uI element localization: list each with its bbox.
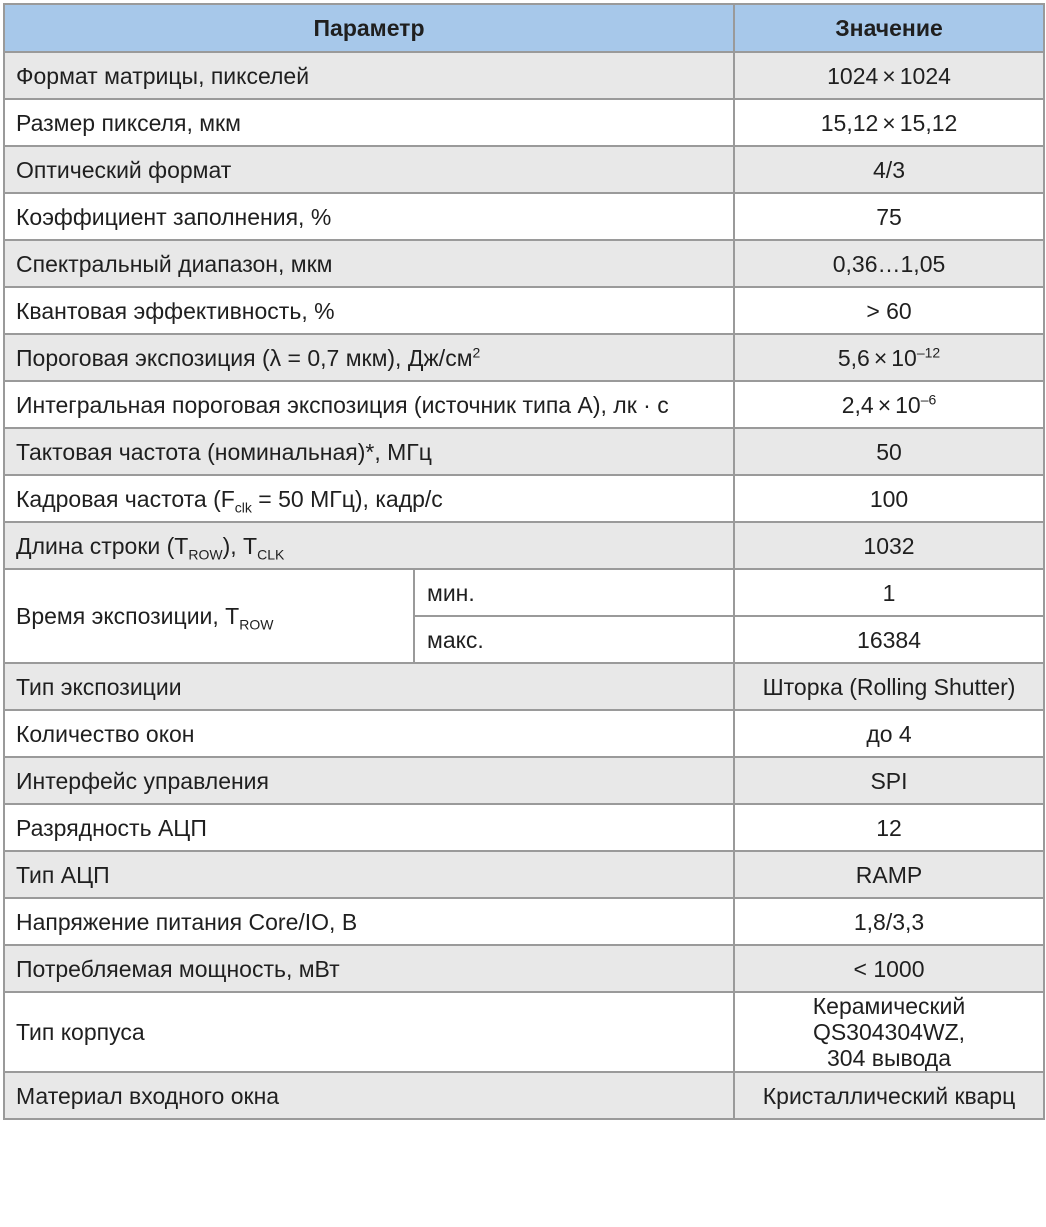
value-cell: 1024 × 1024 (734, 52, 1044, 99)
value-line: 304 вывода (827, 1045, 951, 1071)
header-param: Параметр (4, 4, 734, 52)
value-cell: 12 (734, 804, 1044, 851)
param-cell: Количество окон (4, 710, 734, 757)
table-row (4, 381, 1044, 428)
param-cell: Формат матрицы, пикселей (4, 52, 734, 99)
table-row (4, 475, 1044, 522)
value-cell: $5,6 \times 10^{-12}$ (734, 334, 1044, 381)
param-cell: Спектральный диапазон, мкм (4, 240, 734, 287)
table-row (4, 240, 1044, 287)
param-cell: Тип экспозиции (4, 663, 734, 710)
value-cell: до 4 (734, 710, 1044, 757)
value-cell: < 1000 (734, 945, 1044, 992)
value-cell: 15,12 × 15,12 (734, 99, 1044, 146)
value-cell (734, 992, 1044, 1072)
param-cell: Интегральная пороговая экспозиция (источник типа А), лк · с (4, 381, 734, 428)
value-line: Керамический (812, 993, 966, 1019)
value-cell: RAMP (734, 851, 1044, 898)
table-row (4, 193, 1044, 240)
table-row (4, 146, 1044, 193)
param-cell: Напряжение питания Core/IO, В (4, 898, 734, 945)
table-row (4, 522, 1044, 569)
value-cell: Кристаллический кварц (734, 1072, 1044, 1119)
min-label: мин. (414, 569, 734, 616)
param-cell: Потребляемая мощность, мВт (4, 945, 734, 992)
table-row (4, 428, 1044, 475)
table-row (4, 99, 1044, 146)
value-cell: 50 (734, 428, 1044, 475)
table-row (4, 945, 1044, 992)
param-cell: Пороговая экспозиция (λ = 0,7 мкм), $Дж/см^2$ (4, 334, 734, 381)
value-cell: > 60 (734, 287, 1044, 334)
param-cell: Тактовая частота (номинальная)*, МГц (4, 428, 734, 475)
value-cell: 100 (734, 475, 1044, 522)
param-cell-exposure-time: Время экспозиции, $T_{ROW}$ (4, 569, 414, 663)
table-header-row (4, 4, 1044, 52)
max-label: макс. (414, 616, 734, 663)
value-cell: Шторка (Rolling Shutter) (734, 663, 1044, 710)
value-cell: 75 (734, 193, 1044, 240)
spec-table (3, 3, 1045, 1120)
table-row (4, 569, 1044, 616)
table-row (4, 757, 1044, 804)
value-cell: $2,4 \times 10^{-6}$ (734, 381, 1044, 428)
table-row (4, 287, 1044, 334)
max-value: 16384 (734, 616, 1044, 663)
table-row (4, 1072, 1044, 1119)
param-cell: Кадровая частота ($F_{clk} = 50$ МГц), кадр/с (4, 475, 734, 522)
header-value: Значение (734, 4, 1044, 52)
param-cell: Оптический формат (4, 146, 734, 193)
value-line: QS304304WZ, (812, 1019, 966, 1045)
value-cell: 1,8/3,3 (734, 898, 1044, 945)
value-cell: 1032 (734, 522, 1044, 569)
table-row (4, 52, 1044, 99)
table-row (4, 851, 1044, 898)
value-cell: 4/3 (734, 146, 1044, 193)
value-cell: 0,36…1,05 (734, 240, 1044, 287)
table-row (4, 898, 1044, 945)
param-cell: Квантовая эффективность, % (4, 287, 734, 334)
param-cell: Длина строки $(T_{ROW})$, $T_{CLK}$ (4, 522, 734, 569)
table-row (4, 334, 1044, 381)
param-cell: Материал входного окна (4, 1072, 734, 1119)
min-value: 1 (734, 569, 1044, 616)
table-row (4, 992, 1044, 1072)
param-cell: Размер пикселя, мкм (4, 99, 734, 146)
table-row (4, 804, 1044, 851)
param-cell: Интерфейс управления (4, 757, 734, 804)
value-cell: SPI (734, 757, 1044, 804)
table-row (4, 710, 1044, 757)
table-row (4, 663, 1044, 710)
param-cell: Разрядность АЦП (4, 804, 734, 851)
param-cell: Тип корпуса (4, 992, 734, 1072)
param-cell: Коэффициент заполнения, % (4, 193, 734, 240)
param-cell: Тип АЦП (4, 851, 734, 898)
